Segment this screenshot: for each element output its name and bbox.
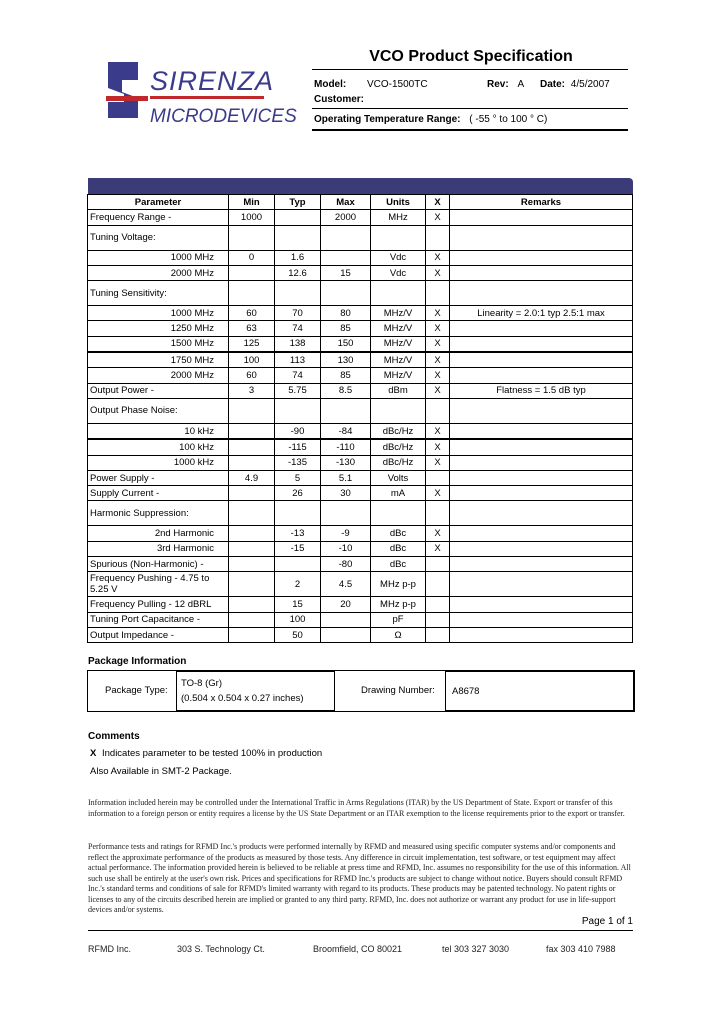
max-cell: 85 <box>321 368 371 383</box>
footer-tel: tel 303 327 3030 <box>442 944 510 954</box>
comment-line-1 <box>90 748 322 759</box>
typ-cell: 5.75 <box>275 383 321 398</box>
param-cell: Output Power - <box>88 383 229 398</box>
param-cell: 2000 MHz <box>88 265 229 280</box>
param-cell: Spurious (Non-Harmonic) - <box>88 557 229 572</box>
x-cell <box>426 612 450 627</box>
min-cell <box>229 612 275 627</box>
typ-cell: -115 <box>275 439 321 455</box>
remarks-cell: Flatness = 1.5 dB typ <box>450 383 633 398</box>
package-type-label: Package Type: <box>105 685 168 696</box>
max-cell <box>321 398 371 423</box>
remarks-cell <box>450 597 633 612</box>
op-temp-row <box>314 114 547 125</box>
min-cell: 60 <box>229 306 275 321</box>
units-cell: MHz/V <box>371 352 426 368</box>
units-cell: dBc <box>371 557 426 572</box>
param-cell: 1750 MHz <box>88 352 229 368</box>
min-cell <box>229 627 275 642</box>
typ-cell: 5 <box>275 470 321 485</box>
min-cell: 3 <box>229 383 275 398</box>
remarks-cell <box>450 352 633 368</box>
max-cell <box>321 250 371 265</box>
min-cell <box>229 398 275 423</box>
page-number: Page 1 of 1 <box>581 916 633 927</box>
date-label: Date: <box>540 79 566 90</box>
x-cell: X <box>426 265 450 280</box>
spec-table-header-row <box>88 195 633 210</box>
remarks-cell <box>450 210 633 225</box>
col-units: Units <box>371 195 426 210</box>
spec-row <box>88 281 633 306</box>
units-cell: MHz p-p <box>371 572 426 597</box>
param-cell: Frequency Pulling - 12 dBRL <box>88 597 229 612</box>
remarks-cell <box>450 627 633 642</box>
units-cell <box>371 501 426 526</box>
drawing-number-box <box>445 671 634 711</box>
param-cell: 1250 MHz <box>88 321 229 336</box>
spec-row <box>88 541 633 556</box>
max-cell: -110 <box>321 439 371 455</box>
comment-line-2: Also Available in SMT-2 Package. <box>90 766 232 777</box>
typ-cell: 113 <box>275 352 321 368</box>
remarks-cell <box>450 281 633 306</box>
header-rule-mid <box>312 108 628 109</box>
remarks-cell <box>450 455 633 470</box>
param-cell: Frequency Pushing - 4.75 to 5.25 V <box>88 572 229 597</box>
remarks-cell <box>450 250 633 265</box>
max-cell: 30 <box>321 486 371 501</box>
remarks-cell <box>450 439 633 455</box>
param-cell: Output Phase Noise: <box>88 398 229 423</box>
max-cell <box>321 612 371 627</box>
spec-table-body <box>88 210 633 643</box>
doc-title: VCO Product Specification <box>369 48 573 65</box>
logo-line1: SIRENZA <box>150 66 275 96</box>
units-cell <box>371 281 426 306</box>
typ-cell: 15 <box>275 597 321 612</box>
op-temp-value: ( -55 ° to 100 ° C) <box>469 114 548 125</box>
units-cell: MHz/V <box>371 336 426 352</box>
typ-cell: 74 <box>275 321 321 336</box>
max-cell: 15 <box>321 265 371 280</box>
units-cell: Vdc <box>371 250 426 265</box>
spec-row <box>88 627 633 642</box>
logo-s-mark <box>108 62 138 118</box>
spec-row <box>88 470 633 485</box>
typ-cell <box>275 501 321 526</box>
max-cell: 8.5 <box>321 383 371 398</box>
model-value: VCO-1500TC <box>367 79 428 90</box>
units-cell: MHz <box>371 210 426 225</box>
units-cell <box>371 225 426 250</box>
min-cell <box>229 281 275 306</box>
min-cell <box>229 526 275 541</box>
max-cell <box>321 225 371 250</box>
header-rule-bottom <box>312 129 628 131</box>
rev-value: A <box>517 79 525 90</box>
drawing-number-label: Drawing Number: <box>361 685 435 696</box>
x-cell: X <box>426 486 450 501</box>
remarks-cell <box>450 557 633 572</box>
x-cell: X <box>426 368 450 383</box>
spec-row <box>88 455 633 470</box>
remarks-cell <box>450 572 633 597</box>
min-cell <box>229 265 275 280</box>
model-row <box>314 79 428 90</box>
header-rule-top <box>312 69 628 70</box>
param-cell: Output Impedance - <box>88 627 229 642</box>
param-cell: 2000 MHz <box>88 368 229 383</box>
min-cell <box>229 597 275 612</box>
remarks-cell <box>450 526 633 541</box>
typ-cell: -15 <box>275 541 321 556</box>
spec-row <box>88 597 633 612</box>
date-value: 4/5/2007 <box>570 79 610 90</box>
max-cell <box>321 501 371 526</box>
x-cell <box>426 597 450 612</box>
op-temp-label: Operating Temperature Range: <box>314 114 461 125</box>
units-cell: Volts <box>371 470 426 485</box>
min-cell: 100 <box>229 352 275 368</box>
min-cell: 0 <box>229 250 275 265</box>
min-cell <box>229 486 275 501</box>
units-cell: dBc/Hz <box>371 439 426 455</box>
spec-row <box>88 306 633 321</box>
max-cell <box>321 627 371 642</box>
spec-table <box>87 194 633 643</box>
col-x: X <box>426 195 450 210</box>
typ-cell: 1.6 <box>275 250 321 265</box>
units-cell: pF <box>371 612 426 627</box>
x-cell: X <box>426 383 450 398</box>
units-cell: dBc/Hz <box>371 455 426 470</box>
typ-cell: -13 <box>275 526 321 541</box>
min-cell: 4.9 <box>229 470 275 485</box>
min-cell <box>229 501 275 526</box>
package-type-box <box>176 671 335 711</box>
typ-cell: 50 <box>275 627 321 642</box>
spec-row <box>88 557 633 572</box>
spec-row <box>88 398 633 423</box>
x-cell: X <box>426 336 450 352</box>
remarks-cell <box>450 336 633 352</box>
col-typ: Typ <box>275 195 321 210</box>
package-section-title: Package Information <box>88 656 187 667</box>
max-cell: -9 <box>321 526 371 541</box>
col-min: Min <box>229 195 275 210</box>
max-cell: 20 <box>321 597 371 612</box>
rev-row <box>487 79 524 90</box>
param-cell: 1000 kHz <box>88 455 229 470</box>
typ-cell <box>275 210 321 225</box>
spec-row <box>88 486 633 501</box>
units-cell: MHz/V <box>371 368 426 383</box>
param-cell: Supply Current - <box>88 486 229 501</box>
customer-label: Customer: <box>314 94 365 105</box>
spec-row <box>88 526 633 541</box>
min-cell <box>229 557 275 572</box>
min-cell: 63 <box>229 321 275 336</box>
spec-row <box>88 336 633 352</box>
param-cell: 1000 MHz <box>88 250 229 265</box>
units-cell <box>371 398 426 423</box>
logo-accent-bar <box>106 96 148 101</box>
typ-cell <box>275 225 321 250</box>
remarks-cell <box>450 470 633 485</box>
max-cell: 85 <box>321 321 371 336</box>
typ-cell: 26 <box>275 486 321 501</box>
remarks-cell <box>450 265 633 280</box>
max-cell: -10 <box>321 541 371 556</box>
x-cell <box>426 398 450 423</box>
units-cell: Vdc <box>371 265 426 280</box>
param-cell: Harmonic Suppression: <box>88 501 229 526</box>
max-cell: -84 <box>321 423 371 439</box>
table-header-band <box>88 178 633 194</box>
x-cell: X <box>426 250 450 265</box>
remarks-cell <box>450 321 633 336</box>
x-cell <box>426 225 450 250</box>
param-cell: Frequency Range - <box>88 210 229 225</box>
x-cell: X <box>426 526 450 541</box>
typ-cell: 138 <box>275 336 321 352</box>
units-cell: dBc <box>371 526 426 541</box>
spec-row <box>88 612 633 627</box>
typ-cell: 12.6 <box>275 265 321 280</box>
spec-row <box>88 423 633 439</box>
x-cell <box>426 572 450 597</box>
param-cell: 2nd Harmonic <box>88 526 229 541</box>
itar-notice: Information included herein may be controlled under the International Traffic in Arms Regulations (ITAR) by the US Department of State. Export or transfer of this information to a foreign person or entity requires a license by the US State Department or an ITAR exemption to the license requirements prior to the export or transfer. <box>88 798 625 818</box>
footer-address: 303 S. Technology Ct. <box>177 944 265 954</box>
customer-row <box>314 94 364 105</box>
logo-underline <box>150 96 264 99</box>
param-cell: Tuning Sensitivity: <box>88 281 229 306</box>
spec-row <box>88 210 633 225</box>
spec-row <box>88 265 633 280</box>
min-cell <box>229 439 275 455</box>
col-remarks: Remarks <box>450 195 633 210</box>
max-cell: -130 <box>321 455 371 470</box>
comments-title: Comments <box>88 731 140 742</box>
remarks-cell <box>450 225 633 250</box>
units-cell: Ω <box>371 627 426 642</box>
typ-cell <box>275 398 321 423</box>
min-cell <box>229 225 275 250</box>
typ-cell: -90 <box>275 423 321 439</box>
units-cell: dBc <box>371 541 426 556</box>
spec-row <box>88 439 633 455</box>
max-cell: 5.1 <box>321 470 371 485</box>
param-cell: 100 kHz <box>88 439 229 455</box>
typ-cell: 100 <box>275 612 321 627</box>
package-type-line2: (0.504 x 0.504 x 0.27 inches) <box>181 693 304 704</box>
typ-cell: 2 <box>275 572 321 597</box>
x-cell: X <box>426 352 450 368</box>
remarks-cell <box>450 501 633 526</box>
x-cell: X <box>426 423 450 439</box>
rev-label: Rev: <box>487 79 509 90</box>
typ-cell <box>275 557 321 572</box>
spec-row <box>88 352 633 368</box>
spec-row <box>88 501 633 526</box>
x-cell: X <box>426 321 450 336</box>
max-cell: 4.5 <box>321 572 371 597</box>
remarks-cell <box>450 612 633 627</box>
col-parameter: Parameter <box>88 195 229 210</box>
min-cell <box>229 423 275 439</box>
footer-rule <box>88 930 633 931</box>
logo-line2: MICRODEVICES <box>150 106 297 127</box>
x-cell <box>426 557 450 572</box>
max-cell: 2000 <box>321 210 371 225</box>
comment-text-1: Indicates parameter to be tested 100% in production <box>101 748 323 759</box>
footer-fax: fax 303 410 7988 <box>546 944 616 954</box>
max-cell: 130 <box>321 352 371 368</box>
remarks-cell: Linearity = 2.0:1 typ 2.5:1 max <box>450 306 633 321</box>
package-info-box <box>87 670 635 712</box>
max-cell: -80 <box>321 557 371 572</box>
drawing-number-value: A8678 <box>452 686 480 697</box>
x-cell <box>426 281 450 306</box>
typ-cell: 70 <box>275 306 321 321</box>
units-cell: dBm <box>371 383 426 398</box>
footer-city: Broomfield, CO 80021 <box>313 944 403 954</box>
model-label: Model: <box>314 79 347 90</box>
footer-company: RFMD Inc. <box>88 944 132 954</box>
spec-row <box>88 250 633 265</box>
x-cell <box>426 501 450 526</box>
remarks-cell <box>450 423 633 439</box>
typ-cell: -135 <box>275 455 321 470</box>
units-cell: MHz/V <box>371 321 426 336</box>
param-cell: 3rd Harmonic <box>88 541 229 556</box>
param-cell: 1500 MHz <box>88 336 229 352</box>
typ-cell: 74 <box>275 368 321 383</box>
param-cell: Tuning Voltage: <box>88 225 229 250</box>
spec-row <box>88 321 633 336</box>
min-cell <box>229 541 275 556</box>
min-cell <box>229 572 275 597</box>
remarks-cell <box>450 486 633 501</box>
spec-row <box>88 368 633 383</box>
max-cell <box>321 281 371 306</box>
x-cell <box>426 470 450 485</box>
param-cell: Tuning Port Capacitance - <box>88 612 229 627</box>
x-cell: X <box>426 306 450 321</box>
package-type-line1: TO-8 (Gr) <box>181 678 222 689</box>
spec-row <box>88 225 633 250</box>
x-cell: X <box>426 541 450 556</box>
sirenza-logo <box>102 58 297 138</box>
spec-row <box>88 572 633 597</box>
param-cell: Power Supply - <box>88 470 229 485</box>
performance-disclaimer: Performance tests and ratings for RFMD Inc.'s products were performed internally by RFMD and measured using specific computer systems and/or components and reflect the approximate performance of the products as measured by those tests. Any difference in circuit implementation, test software, or test equipment may affect actual performance. The information provided herein is believed to be reliable at press time and RFMD, Inc. assumes no responsibility for the use of this information. All such use shall be entirely at the user's own risk. Prices and specifications for RFMD Inc.'s products are subject to change without notice. Buyers should consult RFMD Inc.'s standard terms and conditions of sale for RFMD's limited warranty with regard to its products. These products may be patented technology. No patent rights or licenses to any of the circuits described herein are implied or granted to any third party. RFMD, Inc. does not authorize or warrant any product for use in life-support devices and/or systems. <box>88 842 631 914</box>
max-cell: 80 <box>321 306 371 321</box>
remarks-cell <box>450 398 633 423</box>
min-cell: 1000 <box>229 210 275 225</box>
x-cell: X <box>426 455 450 470</box>
x-cell: X <box>426 210 450 225</box>
remarks-cell <box>450 368 633 383</box>
units-cell: dBc/Hz <box>371 423 426 439</box>
param-cell: 1000 MHz <box>88 306 229 321</box>
units-cell: mA <box>371 486 426 501</box>
x-cell <box>426 627 450 642</box>
remarks-cell <box>450 541 633 556</box>
min-cell <box>229 455 275 470</box>
x-cell: X <box>426 439 450 455</box>
date-row <box>540 79 610 90</box>
units-cell: MHz/V <box>371 306 426 321</box>
param-cell: 10 kHz <box>88 423 229 439</box>
col-max: Max <box>321 195 371 210</box>
min-cell: 125 <box>229 336 275 352</box>
units-cell: MHz p-p <box>371 597 426 612</box>
min-cell: 60 <box>229 368 275 383</box>
spec-row <box>88 383 633 398</box>
max-cell: 150 <box>321 336 371 352</box>
typ-cell <box>275 281 321 306</box>
comment-marker: X <box>90 748 97 759</box>
